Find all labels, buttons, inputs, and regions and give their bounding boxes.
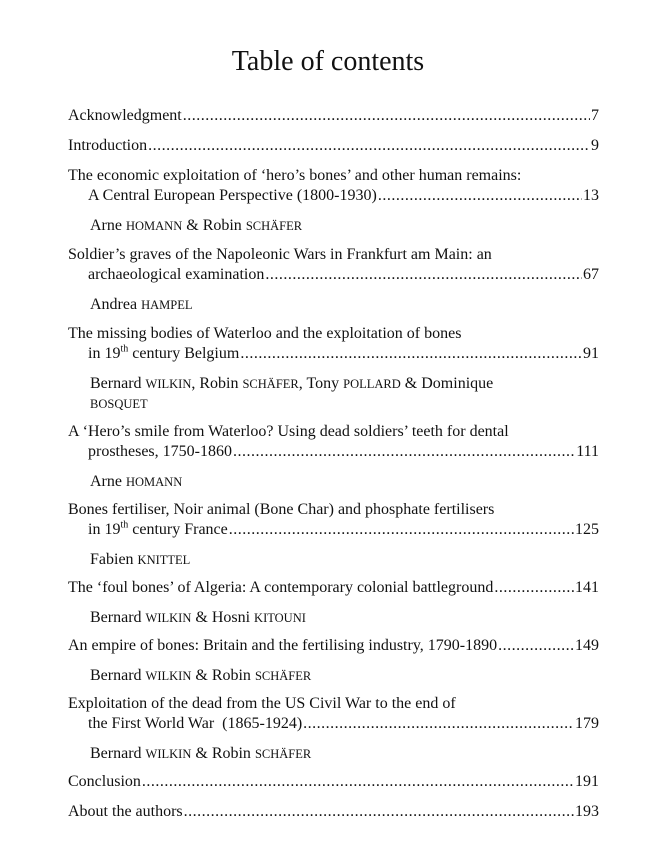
author-first-name: Hosni: [211, 609, 251, 626]
author-separator: ,: [298, 375, 307, 392]
author-first-name: Dominique: [421, 375, 494, 392]
author-separator: &: [400, 375, 422, 392]
author-first-name: Andrea: [90, 296, 138, 313]
toc-title-line-1: The missing bodies of Waterloo and the exploitation of bones: [68, 325, 462, 342]
toc-title-line-1: The economic exploitation of ‘hero’s bones’ and other human remains:: [68, 167, 522, 184]
author-first-name: Bernard: [90, 609, 142, 626]
chapter-authors: [68, 374, 599, 414]
chapter-authors: [68, 472, 599, 492]
page-number: 141: [575, 579, 599, 596]
toc-entry-chapter-3[interactable]: [68, 324, 599, 414]
chapter-authors: [68, 608, 599, 628]
dot-leader: [233, 442, 575, 462]
toc-entry-chapter-5[interactable]: [68, 500, 599, 570]
dot-leader: [494, 578, 574, 598]
toc-title: Conclusion: [68, 773, 141, 790]
chapter-authors: [68, 295, 599, 315]
dot-leader: [378, 186, 582, 206]
author-first-name: Arne: [90, 217, 122, 234]
author-first-name: Bernard: [90, 375, 142, 392]
author-separator: &: [182, 217, 203, 234]
author-first-name: Robin: [211, 745, 251, 762]
toc-title-line-2: A Central European Perspective (1800-1930): [88, 187, 377, 204]
dot-leader: [303, 714, 574, 734]
toc-entry-chapter-8[interactable]: [68, 694, 599, 764]
toc-title-line-2: in 19th century Belgium: [88, 343, 240, 362]
page-title: Table of contents: [231, 46, 425, 77]
superscript: th: [120, 343, 129, 355]
page-number: 111: [576, 443, 599, 460]
page-number: 9: [591, 137, 599, 154]
page-number: 7: [591, 107, 599, 124]
page-number: 91: [583, 345, 599, 362]
chapter-authors: [68, 216, 599, 236]
toc-line: [68, 136, 599, 156]
author-last-name: SCHÄFER: [245, 219, 303, 233]
toc-line: [68, 636, 599, 656]
chapter-authors: [68, 744, 599, 764]
toc-title-line-1: A ‘Hero’s smile from Waterloo? Using dead soldiers’ teeth for dental: [68, 423, 509, 440]
toc-title: The ‘foul bones’ of Algeria: A contemporary colonial battleground: [68, 579, 494, 596]
author-last-name: KITOUNI: [254, 611, 306, 625]
toc-entry-chapter-2[interactable]: [68, 245, 599, 315]
toc-title-line-1: Bones fertiliser, Noir animal (Bone Char) and phosphate fertilisers: [68, 501, 495, 518]
dot-leader: [184, 802, 574, 822]
toc-line: [68, 106, 599, 126]
page-number: 149: [575, 637, 599, 654]
toc-title: An empire of bones: Britain and the fertilising industry, 1790-1890: [68, 637, 498, 654]
toc-line: [68, 772, 599, 792]
dot-leader: [265, 265, 582, 285]
author-separator: ,: [191, 375, 200, 392]
toc-entry-chapter-6[interactable]: [68, 578, 599, 628]
toc-line: [68, 714, 599, 734]
toc-title-line-1: Soldier’s graves of the Napoleonic Wars in Frankfurt am Main: an: [68, 246, 492, 263]
author-last-name: HAMPEL: [141, 298, 193, 312]
toc-title-line-1: Exploitation of the dead from the US Civil War to the end of: [68, 695, 456, 712]
author-last-name: HOMANN: [125, 475, 183, 489]
toc-entry-chapter-1[interactable]: [68, 166, 599, 236]
page-number: 125: [575, 521, 599, 538]
author-first-name: Arne: [90, 473, 122, 490]
dot-leader: [229, 520, 574, 540]
toc-title-line-2: prostheses, 1750-1860: [88, 443, 232, 460]
author-first-name: Robin: [199, 375, 239, 392]
toc-entry-acknowledgment[interactable]: [68, 106, 599, 126]
author-first-name: Fabien: [90, 551, 134, 568]
toc-entry-conclusion[interactable]: [68, 772, 599, 792]
author-first-name: Tony: [306, 375, 340, 392]
author-separator: &: [191, 667, 212, 684]
toc-line: [68, 520, 599, 540]
author-separator: &: [191, 609, 212, 626]
toc-line: [68, 442, 599, 462]
toc-title-line-2: in 19th century France: [88, 519, 228, 538]
author-last-name: WILKIN: [145, 377, 192, 391]
dot-leader: [148, 136, 590, 156]
dot-leader: [240, 344, 582, 364]
toc-title: Introduction: [68, 137, 148, 154]
author-first-name: Bernard: [90, 745, 142, 762]
author-first-name: Robin: [202, 217, 242, 234]
toc-entry-introduction[interactable]: [68, 136, 599, 156]
author-first-name: Bernard: [90, 667, 142, 684]
toc-line: [68, 265, 599, 285]
toc-line: [68, 578, 599, 598]
toc-line: [68, 802, 599, 822]
chapter-authors: [68, 666, 599, 686]
author-last-name: BOSQUET: [90, 397, 148, 411]
toc-title-line-2: archaeological examination: [88, 266, 265, 283]
toc-entry-chapter-4[interactable]: [68, 422, 599, 492]
toc-entry-about-the-authors[interactable]: [68, 802, 599, 822]
author-last-name: KNITTEL: [137, 553, 191, 567]
dot-leader: [183, 106, 590, 126]
author-first-name: Robin: [211, 667, 251, 684]
author-last-name: HOMANN: [125, 219, 183, 233]
superscript: th: [120, 519, 129, 531]
toc-line: [68, 186, 599, 206]
author-separator: &: [191, 745, 212, 762]
page-number: 13: [583, 187, 599, 204]
page-number: 67: [583, 266, 599, 283]
toc-line: [68, 344, 599, 364]
toc-title-line-2: the First World War (1865-1924): [88, 715, 303, 732]
page-number: 191: [575, 773, 599, 790]
chapter-authors: [68, 550, 599, 570]
page-number: 179: [575, 715, 599, 732]
author-last-name: SCHÄFER: [254, 669, 312, 683]
dot-leader: [142, 772, 574, 792]
author-last-name: WILKIN: [145, 611, 192, 625]
dot-leader: [498, 636, 574, 656]
author-last-name: WILKIN: [145, 747, 192, 761]
toc-entry-chapter-7[interactable]: [68, 636, 599, 686]
author-last-name: SCHÄFER: [242, 377, 299, 391]
toc-title: About the authors: [68, 803, 183, 820]
author-last-name: WILKIN: [145, 669, 192, 683]
page-number: 193: [575, 803, 599, 820]
author-last-name: SCHÄFER: [254, 747, 312, 761]
toc-title: Acknowledgment: [68, 107, 182, 124]
author-last-name: POLLARD: [343, 377, 401, 391]
